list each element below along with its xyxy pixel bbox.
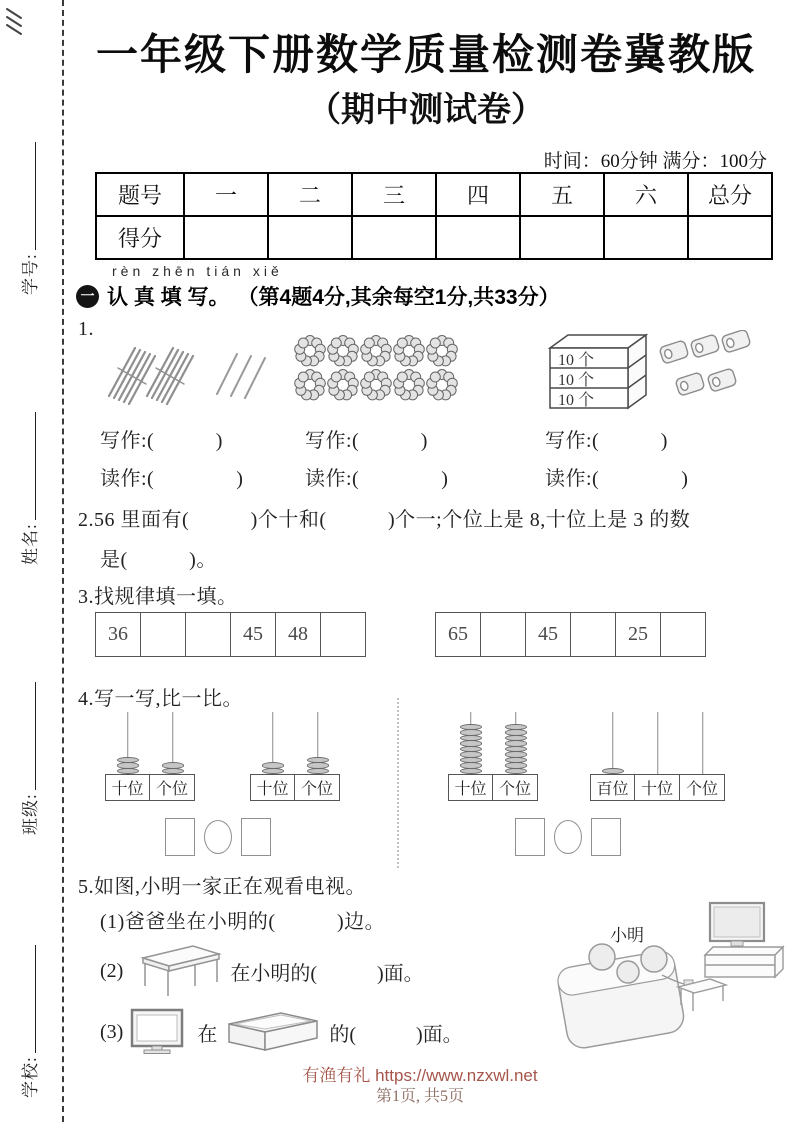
section-note: （第4题4分,其余每空1分,共33分）: [237, 286, 560, 309]
abacus-column: [590, 712, 635, 801]
score-row-label: 得分: [96, 216, 184, 259]
q3-sequence-table-2: [435, 612, 706, 657]
abacus-rod-area: [295, 712, 340, 774]
abacus-column: [680, 712, 725, 801]
student-field: [16, 412, 41, 565]
footer-site: 有渔有礼 https://www.nzxwl.net: [302, 1066, 538, 1085]
abacus-1: [105, 712, 195, 801]
section-number-badge: 一: [76, 285, 99, 308]
q1-write-blank-3: 写作:( ): [545, 430, 668, 452]
cut-dashed-line: [62, 0, 64, 1122]
sequence-cell: [481, 613, 526, 657]
abacus-rod: [702, 712, 704, 774]
wreath-bead: [331, 372, 341, 382]
score-table: [95, 172, 773, 260]
student-field-line: [35, 945, 36, 1053]
score-empty-cell: [184, 216, 268, 259]
abacus-rod-area: [150, 712, 195, 774]
q1-write-blank-2: 写作:( ): [305, 430, 428, 452]
student-field-line: [35, 142, 36, 250]
boxes-of-ten-graphic: [540, 326, 660, 416]
tv-cabinet: [705, 947, 783, 977]
student-field-label: 学校:: [21, 1056, 40, 1098]
score-header-cell: 总分: [688, 173, 772, 216]
table-icon: [129, 942, 224, 1000]
wreath-bead: [364, 372, 374, 382]
q5-item3-text-mid: 在: [197, 1023, 218, 1046]
place-value-label: 个位: [295, 774, 340, 801]
abacus-bead: [162, 768, 184, 775]
place-value-label: 十位: [635, 774, 680, 801]
student-field: [16, 142, 41, 295]
corner-fold-marks-icon: [4, 6, 30, 38]
wreath-bead: [397, 372, 407, 382]
abacus-rod-area: [635, 712, 680, 774]
abacus-column: [250, 712, 295, 801]
q2-line2: 是( )。: [100, 549, 217, 571]
score-header-cell: 三: [352, 173, 436, 216]
time-score-info: 时间：60分钟 满分：100分: [543, 151, 767, 172]
bead-wreaths-graphic: [293, 334, 461, 402]
answer-box: [165, 818, 195, 856]
wreath-bead: [397, 338, 407, 348]
box-label-1: 10 个: [558, 352, 595, 369]
q5-item3-number: (3): [100, 1020, 124, 1043]
abacus-beads: [493, 725, 538, 775]
student-field-label: 姓名:: [21, 523, 40, 565]
abacus-column: [448, 712, 493, 801]
wreath-bead: [298, 338, 308, 348]
abacus-2: [250, 712, 340, 801]
wreath-bead: [331, 338, 341, 348]
abacus-rod-area: [590, 712, 635, 774]
sequence-cell: 45: [526, 613, 571, 657]
abacus-beads: [250, 763, 295, 774]
score-empty-cell: [688, 216, 772, 259]
sequence-cell: 45: [231, 613, 276, 657]
q1-read-blank-3: 读作:( ): [545, 468, 689, 490]
family-watching-tv-illustration: [550, 885, 790, 1060]
abacus-bead: [460, 768, 482, 775]
q5-item2-text: 在小明的( )面。: [230, 962, 424, 985]
score-empty-cell: [604, 216, 688, 259]
abacus-beads: [295, 758, 340, 775]
abacus-beads: [448, 725, 493, 775]
wreath-bead: [430, 372, 440, 382]
mom-head: [641, 946, 667, 972]
student-field: [16, 682, 41, 835]
wreath-bead: [298, 372, 308, 382]
student-field-line: [35, 412, 36, 520]
answer-box: [241, 818, 271, 856]
score-value-row: [96, 216, 772, 259]
sequence-cell: 36: [96, 613, 141, 657]
student-field-label: 学号:: [21, 253, 40, 295]
place-value-label: 十位: [105, 774, 150, 801]
score-header-cell: 五: [520, 173, 604, 216]
student-field: [16, 945, 41, 1098]
student-field-label: 班级:: [21, 793, 40, 835]
abacus-beads: [590, 769, 635, 775]
score-empty-cell: [436, 216, 520, 259]
sequence-cell: 65: [436, 613, 481, 657]
comparison-boxes-2: [515, 818, 621, 856]
abacus-rod-area: [105, 712, 150, 774]
compare-circle: [554, 820, 582, 854]
abacus-column: [150, 712, 195, 801]
abacus-bead: [505, 768, 527, 775]
stick-bundles-graphic: [95, 330, 290, 415]
q5-item2: [100, 942, 424, 1000]
score-empty-cell: [268, 216, 352, 259]
section-one-header: [76, 281, 560, 311]
tv-icon: [129, 1008, 191, 1056]
place-value-label: 十位: [448, 774, 493, 801]
box-label-3: 10 个: [558, 392, 595, 409]
abacus-rod-area: [493, 712, 538, 774]
score-header-row: [96, 173, 772, 216]
abacus-beads: [105, 758, 150, 775]
compare-circle: [204, 820, 232, 854]
score-header-cell: 六: [604, 173, 688, 216]
score-empty-cell: [520, 216, 604, 259]
sequence-cell: [661, 613, 706, 657]
page-title: 一年级下册数学质量检测卷冀教版: [95, 33, 756, 79]
abacus-rod-area: [680, 712, 725, 774]
abacus-rod: [612, 712, 614, 774]
abacus-bead: [602, 768, 624, 775]
abacus-rod: [657, 712, 659, 774]
comparison-boxes-1: [165, 818, 271, 856]
wreath-bead: [430, 338, 440, 348]
place-value-label: 十位: [250, 774, 295, 801]
q1-write-blank-1: 写作:( ): [100, 430, 223, 452]
q3-sequence-table-1: [95, 612, 366, 657]
q1-read-blank-2: 读作:( ): [305, 468, 449, 490]
footer-page-number: 第1页, 共5页: [375, 1088, 464, 1105]
q5-item2-number: (2): [100, 959, 124, 982]
xiaoming-label: 小明: [610, 926, 644, 945]
score-header-cell: 四: [436, 173, 520, 216]
sequence-cell: [141, 613, 186, 657]
abacus-bead: [117, 768, 139, 775]
abacus-rod-area: [250, 712, 295, 774]
score-header-cell: 二: [268, 173, 352, 216]
page-subtitle: （期中测试卷）: [307, 92, 545, 129]
dad-head: [589, 944, 615, 970]
wreath-bead: [364, 338, 374, 348]
abacus-column: [105, 712, 150, 801]
q2-line1: 2.56 里面有( )个十和( )个一;个位上是 8,十位上是 3 的数: [78, 509, 691, 531]
section-title: 认 真 填 写。: [107, 286, 230, 309]
box-label-2: 10 个: [558, 372, 595, 389]
sequence-cell: [321, 613, 366, 657]
abacus-column: [295, 712, 340, 801]
q3-title: 3.找规律填一填。: [78, 586, 238, 608]
tv-screen: [710, 903, 764, 946]
score-header-cell: 题号: [96, 173, 184, 216]
q5-item3: [100, 1008, 463, 1056]
place-value-label: 个位: [680, 774, 725, 801]
q5-title: 5.如图,小明一家正在观看电视。: [78, 876, 366, 898]
sequence-cell: 25: [616, 613, 661, 657]
answer-box: [515, 818, 545, 856]
sequence-cell: [186, 613, 231, 657]
sequence-cell: 48: [276, 613, 321, 657]
abacus-beads: [150, 763, 195, 774]
q5-item3-text-end: 的( )面。: [329, 1023, 463, 1046]
score-header-cell: 一: [184, 173, 268, 216]
place-value-label: 个位: [493, 774, 538, 801]
q1-read-blank-1: 读作:( ): [100, 468, 244, 490]
q4-dotted-divider: [397, 698, 399, 868]
abacus-bead: [307, 768, 329, 775]
abacus-rod-area: [448, 712, 493, 774]
abacus-4: [590, 712, 725, 801]
place-value-label: 个位: [150, 774, 195, 801]
student-field-line: [35, 682, 36, 790]
low-box-icon: [223, 1008, 323, 1056]
xiaoming-head: [617, 961, 639, 983]
q1-number: 1.: [78, 318, 94, 340]
abacus-bead: [262, 768, 284, 775]
place-value-label: 百位: [590, 774, 635, 801]
sharpeners-graphic: [653, 330, 751, 410]
sequence-cell: [571, 613, 616, 657]
abacus-column: [635, 712, 680, 801]
q4-title: 4.写一写,比一比。: [78, 688, 243, 710]
score-empty-cell: [352, 216, 436, 259]
answer-box: [591, 818, 621, 856]
abacus-3: [448, 712, 538, 801]
abacus-column: [493, 712, 538, 801]
section-pinyin: rèn zhēn tián xiě: [112, 263, 283, 279]
q5-item1: (1)爸爸坐在小明的( )边。: [100, 911, 386, 933]
